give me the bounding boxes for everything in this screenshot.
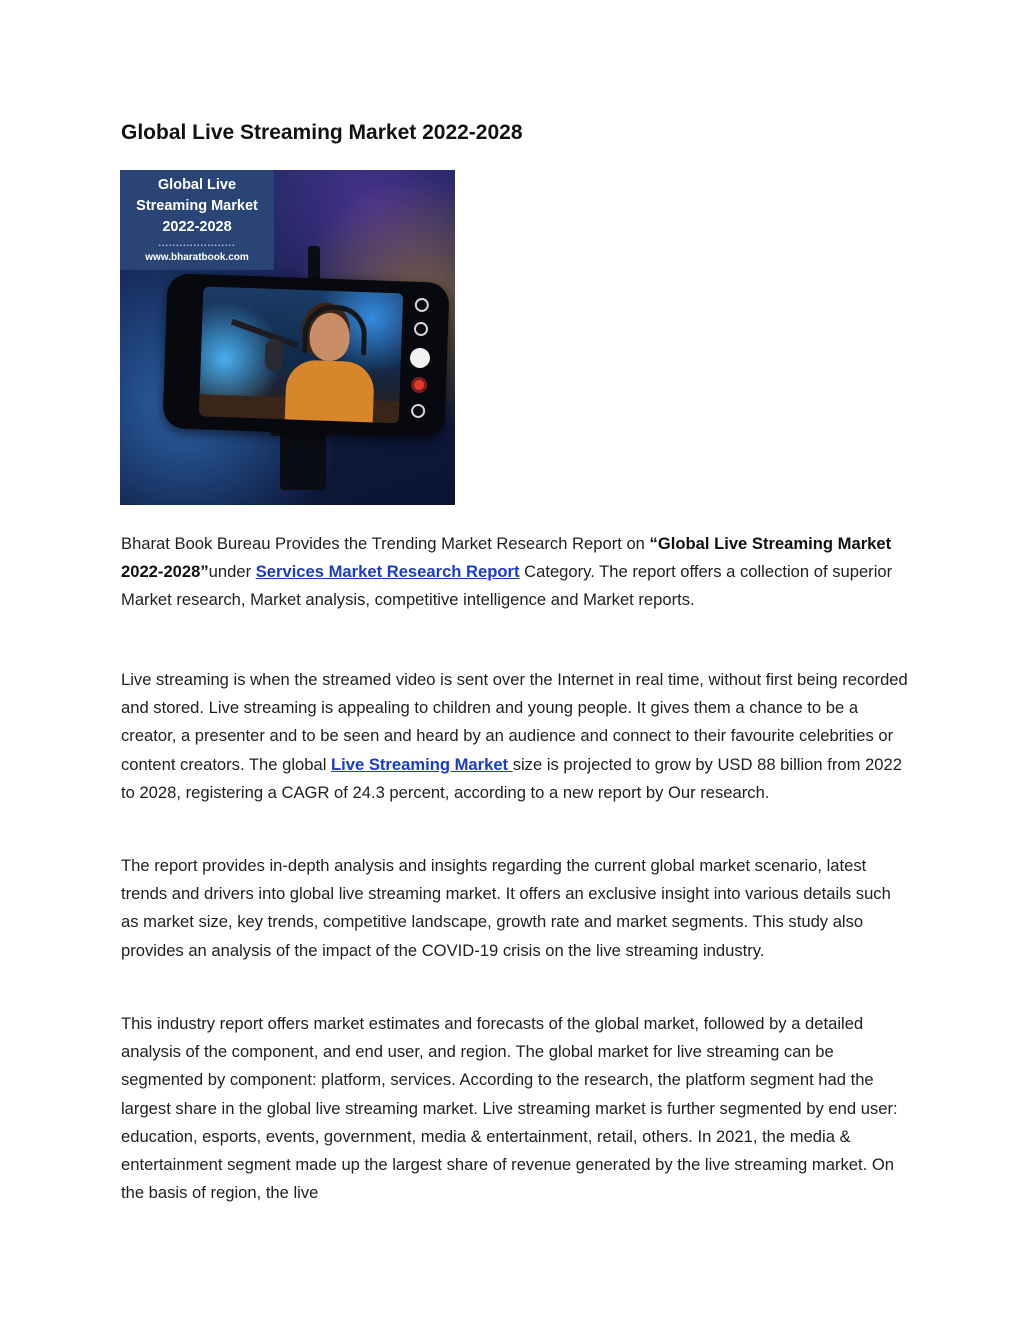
definition-paragraph [121,666,911,807]
category-link[interactable]: Services Market Research Report [255,562,520,582]
cover-badge-line-3: 2022-2028 [162,219,232,235]
record-icon [414,380,424,390]
tripod-knob [308,246,320,282]
intro-rest-text: Category. The report offers a collection of superior Market research, Market analysis, competitive intelligence and Market reports. [121,562,893,610]
camera-controls [407,296,433,425]
cover-badge-line-2: Streaming Market [136,198,258,214]
cover-badge-url: www.bharatbook.com [145,252,249,263]
shutter-icon [410,348,431,369]
segmentation-paragraph: This industry report offers market estimates and forecasts of the global market, followed by a detailed analysis of the component, and end user, and region. The global market for live streaming can be segmented by component: platform, services. According to the research, the platform segment had the largest share in the global live streaming market. Live streaming market is further segmented by end user: education, esports, events, government, media & entertainment, retail, others. In 2021, the media & entertainment segment made up the largest share of revenue generated by the live streaming market. On the basis of region, the live [121,1014,898,1203]
headphones-icon [302,304,368,355]
report-title-text: “Global Live Streaming Market 2022-2028” [121,534,892,582]
camera-option-icon [415,298,429,312]
intro-paragraph [121,530,911,615]
camera-option-icon [411,404,425,418]
mic-arm-shape [231,319,299,349]
live-streaming-market-link[interactable]: Live Streaming Market [331,754,513,774]
market-size-text: size is projected to grow by USD 88 billion from 2022 to 2028, registering a CAGR of 24.3 percent, according to a new report by Our research. [121,754,902,802]
analysis-paragraph: The report provides in-depth analysis and insights regarding the current global market scenario, latest trends and drivers into global live streaming market. It offers an exclusive insight into various details such as market size, key trends, competitive landscape, growth rate and market segments. This study also provides an analysis of the impact of the COVID-19 crisis on the live streaming industry. [121,856,891,960]
definition-text: Live streaming is when the streamed video is sent over the Internet in real time, without first being recorded and stored. Live streaming is appealing to children and young people. It gives them a chance to be a creator, a presenter and to be seen and heard by an audience and connect to their favourite celebrities or content creators. The global [121,670,908,774]
cover-badge-dots: ...................... [158,238,236,248]
page-title: Global Live Streaming Market 2022-2028 [121,121,523,144]
under-text: under [208,562,256,582]
tripod-mount [280,430,326,490]
streamer-body-shape [284,359,374,423]
camera-option-icon [414,322,428,336]
cover-title-badge [120,170,274,270]
cover-badge-line-1: Global Live [157,177,237,193]
microphone-icon [264,339,283,372]
intro-text: Bharat Book Bureau Provides the Trending Market Research Report on [121,534,650,553]
phone-screen [199,286,403,423]
cover-image [120,170,455,505]
smartphone-illustration [162,273,449,438]
